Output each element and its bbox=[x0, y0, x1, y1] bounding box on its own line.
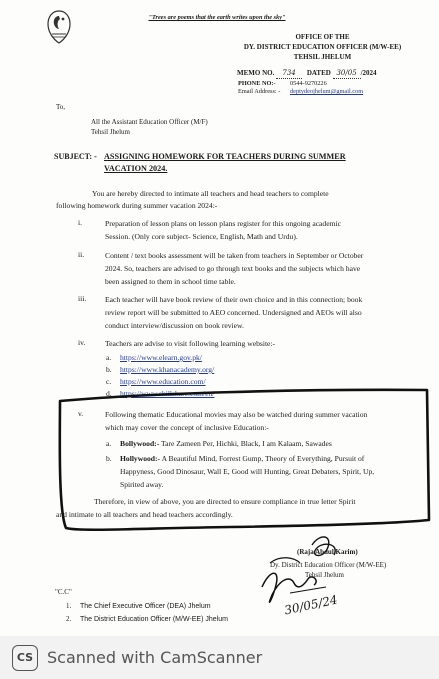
item-i-number: i. bbox=[78, 218, 83, 227]
item-iii-line-1: Each teacher will have book review of their own choice and in this connection; book bbox=[105, 295, 363, 304]
hollywood-letter: b. bbox=[106, 454, 112, 463]
item-v-line-1: Following thematic Educational movies may also be watched during summer vacation bbox=[105, 410, 368, 419]
cc-item-1: The Chief Executive Officer (DEA) Jhelum bbox=[80, 603, 211, 610]
bollywood-letter: a. bbox=[106, 439, 112, 448]
link-a-letter: a. bbox=[106, 353, 112, 362]
link-b-letter: b. bbox=[106, 365, 112, 374]
link-education[interactable]: https://www.education.com/ bbox=[120, 377, 206, 386]
office-line-1: OFFICE OF THE bbox=[295, 33, 350, 41]
link-c-letter: c. bbox=[106, 377, 112, 386]
subject-line-1: ASSIGNING HOMEWORK FOR TEACHERS DURING SUMMER bbox=[104, 152, 346, 161]
closing-line-2: and intimate to all teachers and head teachers accordingly. bbox=[56, 510, 233, 519]
signatory-name: (Raja Abdul Karim) bbox=[297, 548, 358, 556]
item-i-line-1: Preparation of lesson plans on lesson plans register for this ongoing academic bbox=[105, 219, 341, 228]
camscanner-watermark-text: Scanned with CamScanner bbox=[47, 648, 263, 667]
hollywood-label: Hollywood:- bbox=[120, 454, 161, 463]
memo-label: MEMO NO. bbox=[237, 69, 275, 77]
to-line-2: Tehsil Jhelum bbox=[91, 128, 130, 136]
office-line-3: TEHSIL JHELUM bbox=[293, 53, 352, 61]
item-ii-line-2: 2024. So, teachers are advised to go through text books and the subjects which have bbox=[105, 264, 361, 273]
subject-label: SUBJECT: - bbox=[54, 152, 97, 161]
to-line-1: All the Assistant Education Officer (M/F) bbox=[91, 118, 208, 126]
intro-line-2: following homework during summer vacation 2024:- bbox=[56, 201, 218, 210]
item-ii-number: ii. bbox=[78, 250, 85, 259]
bollywood-movies: Tare Zameen Per, Hichki, Black, I am Kalaam, Sawades bbox=[161, 439, 332, 448]
item-iv-number: iv. bbox=[78, 338, 86, 347]
link-d-letter: d. bbox=[106, 389, 112, 398]
cc-item-2-number: 2. bbox=[66, 615, 72, 623]
closing-line-1: Therefore, in view of above, you are directed to ensure compliance in true letter Spirit bbox=[94, 497, 356, 506]
signatory-designation-2: Tehsil Jhelum bbox=[305, 571, 344, 579]
cc-item-2: The District Education Officer (M/W-EE) Jhelum bbox=[80, 616, 228, 623]
link-khanacademy[interactable]: https://www.khanacademy.org/ bbox=[120, 365, 215, 374]
hollywood-movies-1: A Beautiful Mind, Forrest Gump, Theory of Everything, Pursuit of bbox=[161, 454, 365, 463]
item-v-line-2: which may cover the concept of inclusive Education:- bbox=[105, 423, 269, 432]
memo-number: 734 bbox=[276, 69, 302, 79]
dated-handwritten: 30/05 bbox=[333, 69, 361, 79]
item-ii-line-1: Content / text books assessment will be taken from teachers in September or October bbox=[105, 251, 364, 260]
subject-line-2: VACATION 2024. bbox=[104, 164, 168, 173]
cc-item-1-number: 1. bbox=[66, 602, 72, 610]
camscanner-logo-icon: CS bbox=[12, 645, 38, 671]
to-label: To, bbox=[56, 103, 66, 111]
item-iii-line-2: review report will be submitted to AEO concerned. Undersigned and AEOs will also bbox=[105, 308, 362, 317]
item-ii-line-3: been assigned to them in school time table. bbox=[105, 277, 236, 286]
office-line-2: DY. DISTRICT EDUCATION OFFICER (M/W-EE) bbox=[243, 43, 402, 51]
motto: "Trees are poems that the earth writes upon the sky" bbox=[148, 14, 286, 21]
handwritten-date: 30/05/24 bbox=[283, 592, 339, 618]
phone-label: PHONE NO:- bbox=[238, 80, 276, 87]
intro-line-1: You are hereby directed to intimate all teachers and head teachers to complete bbox=[92, 189, 329, 198]
item-iii-line-3: conduct interview/discussion on book review. bbox=[105, 321, 244, 330]
phone-value: 0544-9270226 bbox=[290, 80, 327, 87]
cc-label: "C.C" bbox=[55, 588, 72, 596]
hollywood-line-3: Spirited away. bbox=[120, 480, 164, 489]
item-i-line-2: Session. (Only core subject- Science, English, Math and Urdu). bbox=[105, 232, 298, 241]
email-value[interactable]: deptydeojhelum@gmail.com bbox=[290, 88, 364, 95]
link-elearn[interactable]: https://www.elearn.gov.pk/ bbox=[120, 353, 202, 362]
hollywood-line-2: Happyness, Good Dinosaur, Wall E, Good will Hunting, Great Debaters, Spirit, Up, bbox=[120, 467, 375, 476]
dated-label: DATED bbox=[306, 69, 331, 77]
item-iii-number: iii. bbox=[78, 294, 87, 303]
dated-year: /2024 bbox=[360, 69, 377, 77]
bollywood-label: Bollywood:- bbox=[120, 439, 160, 448]
signatory-designation-1: Dy. District Education Officer (M/W-EE) bbox=[270, 561, 387, 569]
item-v-number: v. bbox=[78, 409, 84, 418]
camscanner-watermark-bar bbox=[0, 636, 439, 679]
email-label: Email Address: - bbox=[238, 88, 281, 95]
link-skillshare[interactable]: https://www.skillshare.com/en/ bbox=[120, 389, 215, 398]
item-iv-line-1: Teachers are advise to visit following learning website:- bbox=[105, 339, 276, 348]
